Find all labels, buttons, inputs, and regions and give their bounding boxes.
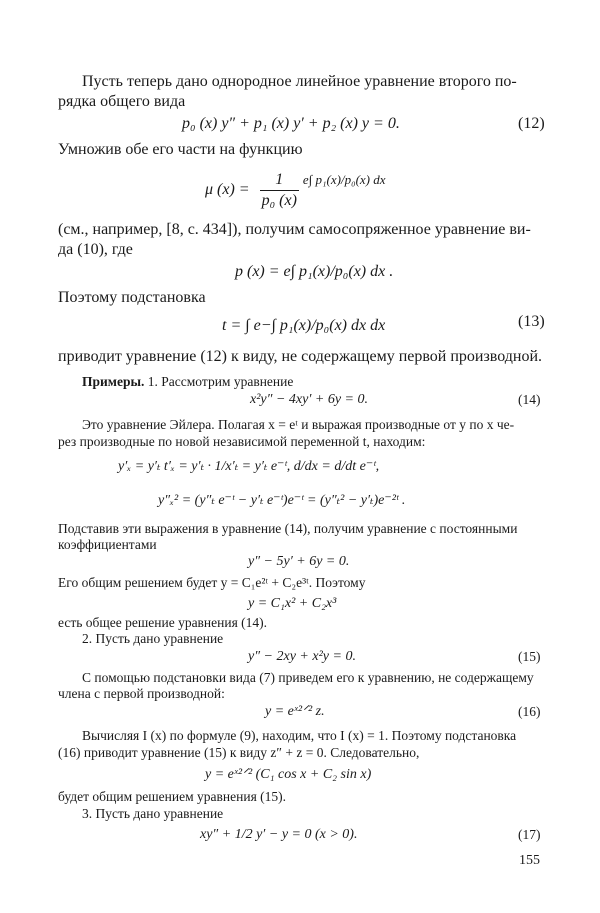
examples-intro — [82, 373, 293, 390]
para1-line1: Пусть теперь дано однородное линейное уравнение второго по- — [82, 73, 517, 90]
equation-15-number: (15) — [518, 649, 541, 664]
equation-17-number: (17) — [518, 827, 541, 842]
derivative-eq2: y″ₓ² = (y″ₜ e⁻ᵗ − y′ₜ e⁻ᵗ)e⁻ᵗ = (y″ₜ² − y′ₜ)e⁻²ᵗ . — [158, 493, 406, 508]
equation-14: x²y″ − 4xy′ + 6y = 0. — [250, 392, 369, 407]
para1-line2: рядка общего вида — [58, 93, 186, 110]
general-solution-eq: y = C₁x² + C₂x³ — [248, 596, 337, 611]
example1-text: 1. Рассмотрим уравнение — [144, 374, 294, 389]
equation-mu — [205, 170, 386, 211]
calculation-line2: (16) приводит уравнение (15) к виду z″ + z = 0. Следовательно, — [58, 745, 420, 760]
general-solution-text: Его общим решением будет y = C₁e²ᵗ + C₂e³ᵗ. Поэтому — [58, 575, 366, 590]
examples-label: Примеры. — [82, 374, 145, 389]
equation-solution-15: y = eˣ²ᐟ² (C₁ cos x + C₂ sin x) — [205, 767, 372, 782]
para5: приводит уравнение (12) к виду, не содержащему первой производной. — [58, 348, 543, 365]
mu-fraction — [260, 170, 299, 211]
example3-text: 3. Пусть дано уравнение — [82, 806, 224, 821]
example2-text: 2. Пусть дано уравнение — [82, 631, 224, 646]
example2-sub-line1: С помощью подстановки вида (7) приведем его к уравнению, не содержащему — [82, 670, 534, 685]
equation-16: y = eˣ²ᐟ² z. — [265, 704, 325, 719]
equation-13: t = ∫ e−∫ p₁(x)/p₀(x) dx dx — [222, 317, 386, 334]
solution-15-text: будет общим решением уравнения (15). — [58, 789, 287, 804]
para2: Умножив обе его части на функцию — [58, 141, 303, 158]
mu-exponential: e∫ p₁(x)/p₀(x) dx — [302, 172, 386, 187]
equation-15: y″ − 2xy + x²y = 0. — [248, 649, 356, 664]
para4: Поэтому подстановка — [58, 289, 206, 306]
example2-sub-line2: члена с первой производной: — [58, 686, 225, 701]
para3-line1: (см., например, [8, с. 434]), получим самосопряженное уравнение ви- — [58, 221, 531, 238]
mu-lhs: μ (x) = — [205, 181, 250, 199]
equation-16-number: (16) — [518, 704, 541, 719]
mu-denominator: p₀ (x) — [261, 192, 297, 209]
general-solution-end: есть общее решение уравнения (14). — [58, 615, 268, 630]
substitution-line2: коэффициентами — [58, 537, 157, 552]
equation-14-number: (14) — [518, 392, 541, 407]
equation-13-number: (13) — [518, 313, 545, 330]
derivative-eq1: y′ₓ = y′ₜ t′ₓ = y′ₜ · 1/x′ₜ = y′ₜ e⁻ᵗ, d/dx = d/dt e⁻ᵗ, — [118, 459, 380, 474]
para3-line2: да (10), где — [58, 241, 133, 258]
equation-17: xy″ + 1/2 y′ − y = 0 (x > 0). — [200, 827, 358, 842]
calculation-line1: Вычисляя I (x) по формуле (9), находим, что I (x) = 1. Поэтому подстановка — [82, 728, 517, 743]
euler-line1: Это уравнение Эйлера. Полагая x = eᵗ и выражая производные от y по x че- — [82, 417, 515, 432]
substitution-line1: Подставив эти выражения в уравнение (14), получим уравнение с постоянными — [58, 521, 518, 536]
equation-constant-coeffs: y″ − 5y′ + 6y = 0. — [248, 554, 350, 569]
equation-12: p₀ (x) y″ + p₁ (x) y′ + p₂ (x) y = 0. — [182, 115, 400, 132]
equation-p-definition: p (x) = e∫ p₁(x)/p₀(x) dx . — [235, 263, 394, 280]
equation-12-number: (12) — [518, 115, 545, 132]
euler-line2: рез производные по новой независимой переменной t, находим: — [58, 434, 426, 449]
page-number: 155 — [519, 853, 540, 868]
mu-numerator: 1 — [260, 170, 299, 191]
